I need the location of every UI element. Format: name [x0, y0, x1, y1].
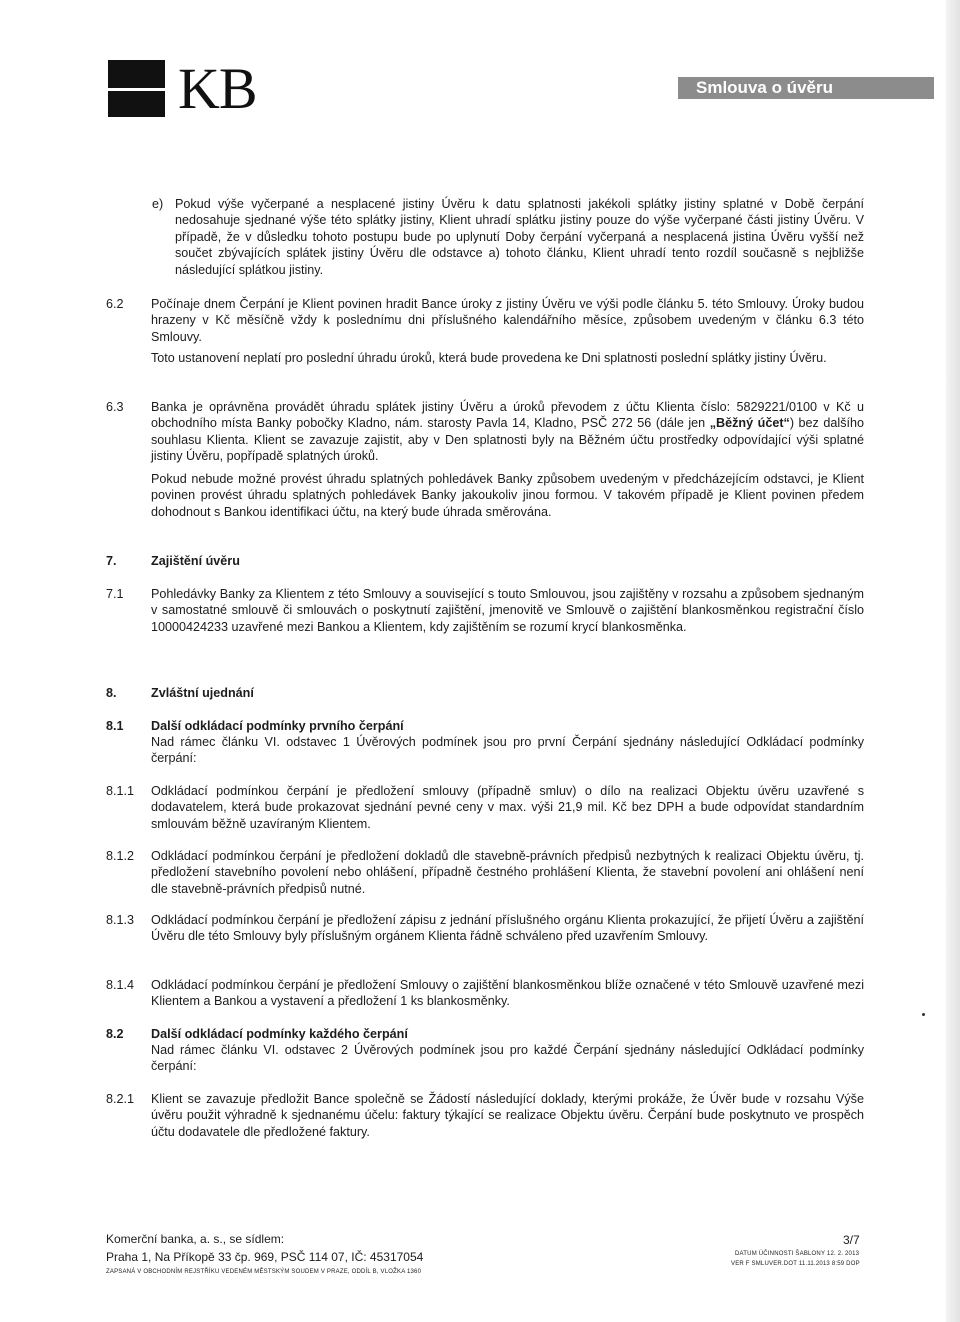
clause-8-2-title: Další odkládací podmínky každého čerpání	[151, 1027, 408, 1041]
clause-6-3-text: Banka je oprávněna provádět úhradu splátek jistiny Úvěru a úroků převodem z účtu Klienta číslo: 5829221/0100 v Kč u obchodního místa Banky pobočky Kladno, nám. starosty Pavla 14, Kladno, PSČ 272 56 (dále jen „Běžný účet“) bez dalšího souhlasu Klienta. Klient se zavazuje zajistit, aby v Den splatnosti byly na Běžném účtu prostředky odpovídající výši splatné jistiny Úvěru, popřípadě splatných úroků.	[151, 400, 864, 464]
clause-7-1-text: Pohledávky Banky za Klientem z této Smlouvy a související s touto Smlouvou, jsou zajištěny v rozsahu a způsobem sjednaným v samostatné smlouvě či smlouvách o poskytnutí zajištění, jmenovitě ve Smlouvě o zajištění blankosměnkou registrační číslo 10000424233 uzavřené mezi Bankou a Klientem, kdy zajištěním se rozumí krycí blankosměnka.	[151, 587, 864, 634]
clause-8-1-4-number: 8.1.4	[106, 978, 135, 992]
clause-8-2-text: Nad rámec článku VI. odstavec 2 Úvěrových podmínek jsou pro každé Čerpání sjednány následující Odkládací podmínky čerpání:	[151, 1043, 864, 1074]
clause-8-1-1-number: 8.1.1	[106, 784, 135, 798]
section-7-number: 7.	[106, 554, 117, 568]
clause-8-2-number: 8.2	[106, 1027, 124, 1041]
clause-6-2-text-2: Toto ustanovení neplatí pro poslední úhradu úroků, která bude provedena ke Dni splatnosti poslední splátky jistiny Úvěru.	[151, 351, 827, 365]
document-title: Smlouva o úvěru	[678, 77, 934, 99]
clause-8-1-2-number: 8.1.2	[106, 849, 135, 863]
kb-logo-text: KB	[178, 56, 257, 121]
template-version: VER F SMLUVER.DOT 11.11.2013 8:59 DOP	[731, 1261, 860, 1267]
section-7-title: Zajištění úvěru	[151, 554, 240, 568]
footer-address: Praha 1, Na Příkopě 33 čp. 969, PSČ 114 07, IČ: 45317054	[106, 1250, 424, 1264]
scan-speck	[922, 1013, 925, 1016]
clause-7-1-number: 7.1	[106, 587, 124, 601]
footer-company: Komerční banka, a. s., se sídlem:	[106, 1232, 285, 1246]
clause-6-3-text-2: Pokud nebude možné provést úhradu splatných pohledávek Banky způsobem uvedeným v předcházejícím odstavci, je Klient povinen provést úhradu splatných pohledávek Banky jakoukoliv jinou formou. V takovém případě je Klient povinen předem dohodnout s Bankou identifikaci účtu, na který bude úhrada směrována.	[151, 472, 864, 519]
template-date: DATUM ÚČINNOSTI ŠABLONY 12. 2. 2013	[735, 1251, 860, 1257]
bezny-ucet-term: „Běžný účet“	[709, 416, 790, 431]
clause-8-1-4-text: Odkládací podmínkou čerpání je předložení Smlouvy o zajištění blankosměnkou blíže označené v této Smlouvě uzavřené mezi Klientem a Bankou a vystavení a předložení 1 ks blankosměnky.	[151, 978, 864, 1009]
section-8-number: 8.	[106, 686, 117, 700]
clause-8-1-3-text: Odkládací podmínkou čerpání je předložení zápisu z jednání příslušného orgánu Klienta prokazující, že přijetí Úvěru a zajištění Úvěru dle této Smlouvy byly příslušným orgánem Klienta řádně schváleno před uzavřením Smlouvy.	[151, 913, 864, 944]
clause-6-2-number: 6.2	[106, 297, 124, 311]
clause-8-1-number: 8.1	[106, 719, 124, 733]
page-number: 3/7	[843, 1233, 860, 1247]
kb-logo-icon	[108, 60, 165, 117]
clause-8-2-1-number: 8.2.1	[106, 1092, 135, 1106]
page-edge-shadow	[946, 0, 960, 1322]
section-8-title: Zvláštní ujednání	[151, 686, 254, 700]
clause-6-2-text: Počínaje dnem Čerpání je Klient povinen hradit Bance úroky z jistiny Úvěru ve výši podle článku 5. této Smlouvy. Úroky budou hrazeny v Kč měsíčně vždy k poslednímu dni příslušného kalendářního měsíce, způsobem uvedeným v článku 6.3 této Smlouvy.	[151, 297, 864, 344]
clause-8-2-1-text: Klient se zavazuje předložit Bance společně se Žádostí následující doklady, kterými prokáže, že Úvěr bude v rozsahu Výše úvěru použit výhradně k sjednanému účelu: faktury týkající se realizace Objektu úvěru. Čerpání bude poskytnuto ve prospěch účtu dodavatele dle předložené faktury.	[151, 1092, 864, 1139]
clause-8-1-3-number: 8.1.3	[106, 913, 135, 927]
item-e-text: Pokud výše vyčerpané a nesplacené jistiny Úvěru k datu splatnosti jakékoli splátky jistiny splatné v Době čerpání nedosahuje sjednané výše této splátky jistiny, Klient uhradí splátku jistiny pouze do výše vyčerpané části jistiny Úvěru. V případě, že v důsledku tohoto postupu bude po uplynutí Doby čerpání vyčerpaná a nesplacená jistina Úvěru vyšší než součet zbývajících splátek jistiny Úvěru dle odstavce a) tohoto článku, Klient uhradí tento rozdíl současně s nejbližše následující splátkou jistiny.	[175, 197, 864, 277]
item-e-label: e)	[152, 197, 164, 211]
clause-8-1-text: Nad rámec článku VI. odstavec 1 Úvěrových podmínek jsou pro první Čerpání sjednány následující Odkládací podmínky čerpání:	[151, 735, 864, 766]
clause-6-3-number: 6.3	[106, 400, 124, 414]
clause-8-1-title: Další odkládací podmínky prvního čerpání	[151, 719, 404, 733]
clause-8-1-1-text: Odkládací podmínkou čerpání je předložení smlouvy (případně smluv) o dílo na realizaci Objektu úvěru uzavřené s dodavatelem, která bude prokazovat sjednání pevné ceny v max. výši 21,9 mil. Kč bez DPH a bude odpovídat standardním smlouvám běžně uzavíraným Klientem.	[151, 784, 864, 831]
footer-registry: ZAPSANÁ V OBCHODNÍM REJSTŘÍKU VEDENÉM MĚSTSKÝM SOUDEM V PRAZE, ODDÍL B, VLOŽKA 1360	[106, 1269, 422, 1275]
clause-8-1-2-text: Odkládací podmínkou čerpání je předložení dokladů dle stavebně-právních předpisů nezbytných k realizaci Objektu úvěru, tj. předložení stavebního povolení nebo ohlášení, případně čestného prohlášení Klienta, že stavební povolení ani ohlášení není dle stavebně-právních předpisů nutné.	[151, 849, 864, 896]
